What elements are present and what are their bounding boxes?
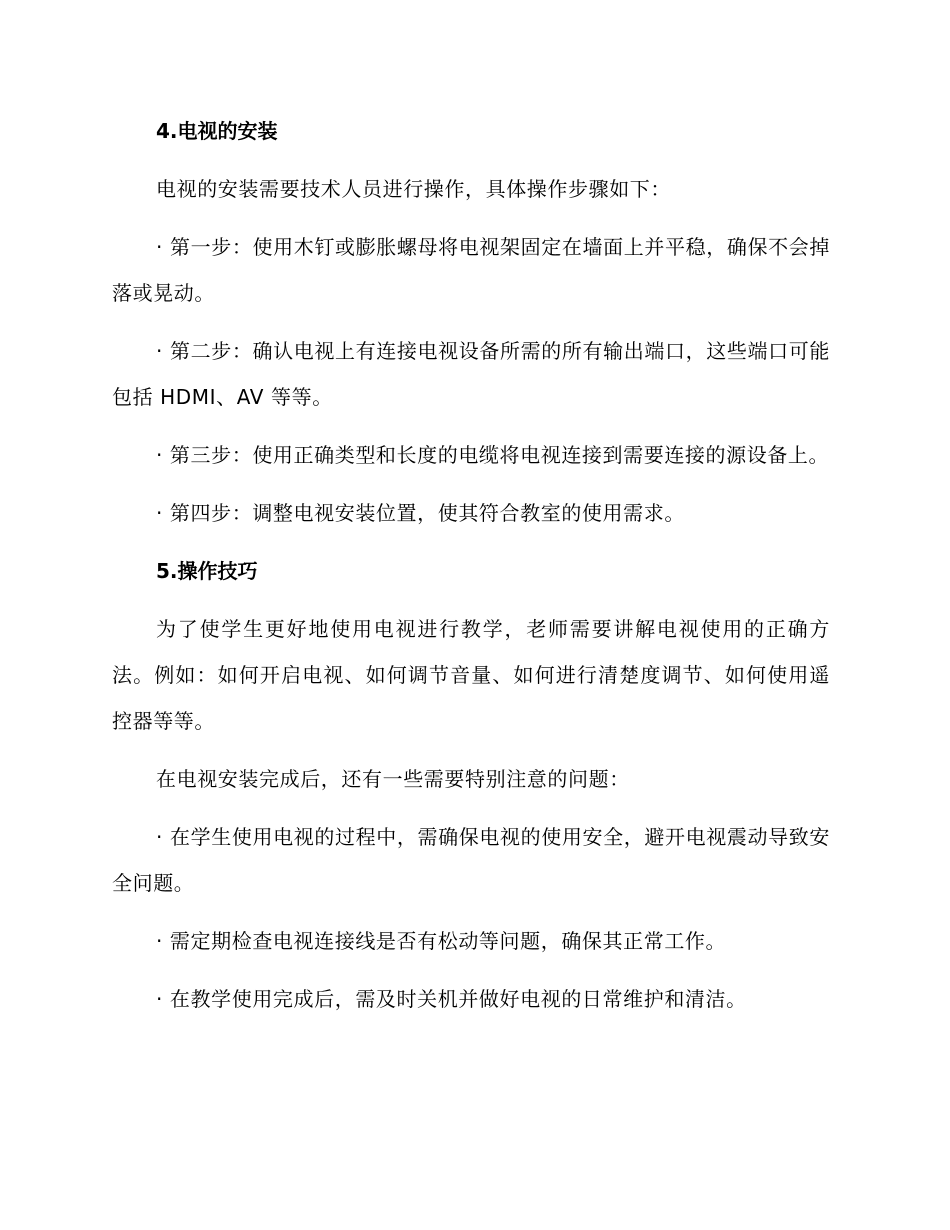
list-item-note-3: · 在教学使用完成后，需及时关机并做好电视的日常维护和清洁。	[156, 987, 747, 1011]
list-item-step-1: · 第一步：使用木钉或膨胀螺母将电视架固定在墙面上并平稳，确保不会掉落或晃动。	[112, 235, 830, 305]
spacer	[112, 802, 830, 814]
document-page	[112, 108, 830, 1022]
spacer	[112, 536, 830, 548]
list-item-step-4: · 第四步：调整电视安装位置，使其符合教室的使用需求。	[156, 501, 685, 525]
spacer	[112, 212, 830, 224]
paragraph-notes-intro: 在电视安装完成后，还有一些需要特别注意的问题：	[156, 767, 630, 791]
paragraph-teaching: 为了使学生更好地使用电视进行教学，老师需要讲解电视使用的正确方法。例如：如何开启电视、如何调节音量、如何进行清楚度调节、如何使用遥控器等等。	[112, 617, 830, 733]
list-item-step-2: · 第二步：确认电视上有连接电视设备所需的所有输出端口，这些端口可能包括 HDMI、AV 等等。	[112, 339, 830, 409]
section-heading-installation: 4.电视的安装	[156, 119, 278, 143]
spacer	[112, 906, 830, 918]
list-item-note-2: · 需定期检查电视连接线是否有松动等问题，确保其正常工作。	[156, 929, 727, 953]
section-heading-operation-tips: 5.操作技巧	[156, 559, 258, 583]
spacer	[112, 744, 830, 756]
paragraph-intro: 电视的安装需要技术人员进行操作，具体操作步骤如下：	[156, 177, 671, 201]
spacer	[112, 964, 830, 976]
spacer	[112, 420, 830, 432]
list-item-note-1: · 在学生使用电视的过程中，需确保电视的使用安全，避开电视震动导致安全问题。	[112, 825, 830, 895]
spacer	[112, 594, 830, 606]
spacer	[112, 154, 830, 166]
spacer	[112, 316, 830, 328]
spacer	[112, 478, 830, 490]
list-item-step-3: · 第三步：使用正确类型和长度的电缆将电视连接到需要连接的源设备上。	[156, 443, 830, 467]
